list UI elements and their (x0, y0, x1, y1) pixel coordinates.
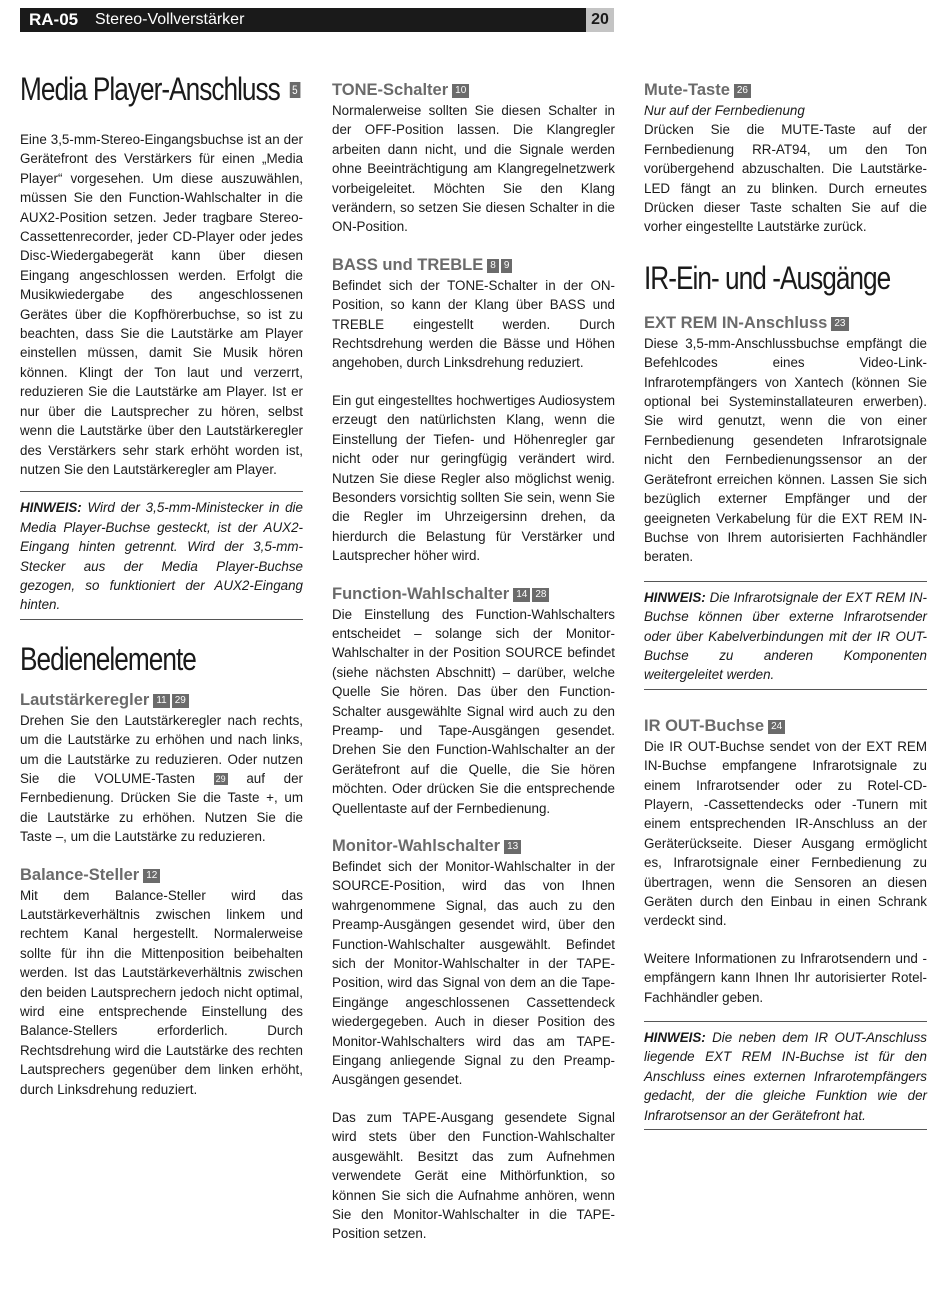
bal-title-text: Balance-Steller (20, 865, 140, 884)
ref-tag: 9 (501, 259, 513, 273)
section-title-media (20, 70, 298, 108)
note-text: Die Infrarotsignale der EXT REM IN-Buchse können über externe Infrarotsender oder über Kabelverbindungen mit der IR OUT-Buchse zu anderen Komponenten weitergeleitet werden. (644, 589, 927, 683)
ref-tag: 24 (768, 720, 785, 734)
page-header (20, 8, 614, 32)
balance-paragraph: Mit dem Balance-Steller wird das Lautstärkeverhältnis zwischen linkem und rechtem Kanal hergestellt. Normalerweise sollte für ihn die Mittenposition beibehalten werden. Ist das Lautstärkeverhältnis zwischen den beiden Lautsprechern jedoch nicht optimal, wird eine entsprechende Einstellung des Balance-Stellers erforderlich. Durch Rechtsdrehung wird die Lautstärke des rechten Lautsprechers gegenüber dem linken erhöht, durch Linksdrehung reduziert. (20, 887, 303, 1097)
section-title-ir: IR-Ein- und -Ausgänge (644, 259, 891, 296)
column-3 (644, 60, 927, 1130)
ext-title-text: EXT REM IN-Anschluss (644, 313, 828, 332)
tone-paragraph: Normalerweise sollten Sie diesen Schalter in der OFF-Position lassen. Die Klangregler arbeiten dann nicht, und die Signale werden ohne Beeinträchtigung am Klangregelnetzwerk vorbeigeleitet. Möchten Sie den Klang verändern, so setzen Sie diesen Schalter in die ON-Position. (332, 103, 615, 235)
note-text: Die neben dem IR OUT-Anschluss liegende EXT REM IN-Buchse ist für den Anschluss eines externen Infrarotempfängers gedacht, der die gleiche Funktion wie der Infrarotsensor an der Gerätefront hat. (644, 1030, 927, 1123)
ir-out-paragraph-2: Weitere Informationen zu Infrarotsendern und -empfängern kann Ihnen Ihr autorisierter Rotel-Fachhändler geben. (644, 950, 927, 1005)
subhead-ir-out (644, 716, 927, 737)
media-paragraph: Eine 3,5-mm-Stereo-Eingangsbuchse ist an der Gerätefront des Verstärkers für einen „Media Player“ vorgesehen. Um diese auszuwählen, müssen Sie den Function-Wahlschalter in die AUX2-Position setzen. Jeder tragbare Stereo-Cassettenrecorder, jeder CD-Player oder jedes Disc-Wiedergabegerät kann über diesen Eingang angeschlossen werden. Erfolgt die Musikwiedergabe des angeschlossenen Gerätes über die Kopfhörerbuchse, so ist zu beachten, dass Sie die Lautstärke am Player einstellen müssen, damit Sie Musik hören können. Klingt der Ton laut und verzerrt, reduzieren Sie die Lautstärke am Player. Ist er nur über die Lautsprecher zu hören, selbst wenn die Lautstärke über den Lautstärkeregler des Verstärkers sehr stark erhöht worden ist, nutzen Sie den Lautstärkeregler am Player. (20, 132, 303, 477)
ref-tag: 23 (831, 317, 848, 331)
mute-subtitle: Nur auf der Fernbedienung (644, 103, 805, 118)
bass-title-text: BASS und TREBLE (332, 255, 484, 274)
note-label: HINWEIS: (20, 500, 82, 516)
subhead-balance (20, 865, 303, 886)
ir-out-paragraph: Die IR OUT-Buchse sendet von der EXT REM IN-Buchse empfangene Infrarotsignale zu einem Infrarotsender oder zu Rotel-CD-Playern, -Cassettendecks oder -Tunern mit einem entsprechenden IR-Anschluss an der Geräterückseite. Dieser Ausgang ermöglicht es, Infrarotsignale einer Fernbedienung zu übertragen, wenn die Sensoren an diesen Geräten durch den Einbau in einen Schrank verdeckt sind. (644, 738, 927, 929)
subhead-mute (644, 80, 927, 101)
laut-text-a: Drehen Sie den Lautstärkeregler nach rechts, um die Lautstärke zu erhöhen und nach links, um die Lautstärke zu reduzieren. Oder nutzen Sie die VOLUME-Tasten (20, 712, 303, 786)
monitor-paragraph: Befindet sich der Monitor-Wahlschalter in der SOURCE-Position, wird das von Ihnen wahrgenommene Signal, das auch zu den Preamp-Ausgängen gesendet wird, über den Function-Wahlschalter ausgewählt. Befindet sich der Monitor-Wahlschalter in der TAPE-Position, wird das Signal von dem an die Tape-Eingänge angeschlossenen Cassettendeck wiedergegeben. Auch in dieser Position des Monitor-Wahlschalters wird das am TAPE-Eingang anliegende Signal zu den Preamp-Ausgängen gesendet. (332, 859, 615, 1088)
bass-paragraph-2: Ein gut eingestelltes hochwertiges Audiosystem erzeugt den natürlichsten Klang, wenn die Einstellung der Tiefen- und Höhenregler gar nicht oder nur geringfügig verändert wird. Nutzen Sie diese Regler also möglichst wenig. Besonders vorsichtig sollten Sie sein, wenn Sie die Regler im Uhrzeigersinn drehen, da hierdurch die Belastung für Verstärker und Lautsprecher höher wird. (332, 392, 615, 564)
subhead-monitor (332, 836, 615, 857)
ref-tag: 26 (734, 84, 751, 98)
column-1 (20, 60, 303, 1099)
laut-text-b: auf der Fernbedienung. Drücken Sie die Taste +, um die Lautstärke zu erhöhen. Nutzen Sie die Taste –, um die Lautstärke zu reduzieren. (20, 770, 303, 845)
subhead-bass-treble (332, 255, 615, 276)
ref-tag: 29 (215, 773, 226, 784)
page-number: 20 (586, 8, 614, 32)
ext-rem-paragraph: Diese 3,5-mm-Anschlussbuchse empfängt die Befehlcodes eines Video-Link-Infrarotempfängers von Xantech (können Sie optional bei Systeminstallateuren erwerben). Sie wird genutzt, wenn die von einer Fernbedienung gesendeten Infrarotsignale nicht den Fernbedienungssensor an der Gerätefront erreichen können. Lassen Sie sich bezüglich externer Empfänger und der geeigneten Verkabelung für die EXT REM IN-Buchse von Ihrem autorisierten Fachhändler beraten. (644, 335, 927, 565)
note-box (644, 1021, 927, 1130)
laut-title-text: Lautstärkeregler (20, 690, 150, 709)
note-box (20, 491, 303, 619)
subhead-function (332, 584, 615, 605)
bass-paragraph: Befindet sich der TONE-Schalter in der ON-Position, so kann der Klang über BASS und TREBLE eingestellt werden. Durch Rechtsdrehung werden die Bässe und Höhen angehoben, durch Linksdrehung reduziert. (332, 277, 615, 371)
ref-tag: 12 (143, 869, 160, 883)
subhead-ext-rem (644, 313, 927, 334)
func-title-text: Function-Wahlschalter (332, 584, 510, 603)
subhead-tone (332, 80, 615, 101)
ref-tag: 5 (290, 82, 300, 98)
mute-title-text: Mute-Taste (644, 81, 730, 99)
monitor-paragraph-2: Das zum TAPE-Ausgang gesendete Signal wird stets über den Function-Wahlschalter ausgewählt. Besitzt das zum Aufnehmen verwendete Gerät eine Mithörfunktion, so können Sie sich die Aufnahme anhören, wenn Sie den Monitor-Wahlschalter in die TAPE-Position setzen. (332, 1109, 615, 1242)
tone-title-text: TONE-Schalter (332, 81, 449, 99)
header-subtitle: Stereo-Vollverstärker (95, 11, 245, 28)
ref-tag: 14 (513, 588, 530, 602)
ref-tag: 8 (487, 259, 499, 273)
function-paragraph: Die Einstellung des Function-Wahlschalters entscheidet – solange sich der Monitor-Wahlschalter in der Position SOURCE befindet (siehe nächsten Abschnitt) – darüber, welche Quelle Sie hören. Das über den Function-Schalter ausgewählte Signal wird auch zu den Preamp- und Tape-Ausgängen gesendet. Drehen Sie den Function-Wahlschalter an der Gerätefront auf die Quelle, die Sie hören möchten. Oder drücken Sie die entsprechende Quellentaste auf der Fernbedienung. (332, 606, 615, 816)
mute-paragraph: Drücken Sie die MUTE-Taste auf der Fernbedienung RR-AT94, um den Ton vorübergehend abzuschalten. Die Lautstärke-LED fängt an zu blinken. Durch erneutes Drücken dieser Taste schalten Sie auf die vorher eingestellte Lautstärke zurück. (644, 122, 927, 235)
media-title-text: Media Player-Anschluss (20, 71, 280, 107)
model-name: RA-05 (29, 10, 79, 29)
subhead-lautstaerke (20, 690, 303, 711)
note-label: HINWEIS: (644, 589, 706, 605)
mon-title-text: Monitor-Wahlschalter (332, 837, 501, 855)
irout-title-text: IR OUT-Buchse (644, 716, 765, 735)
ref-tag: 11 (153, 694, 169, 708)
ref-tag: 13 (504, 840, 521, 854)
note-text: Wird der 3,5-mm-Ministecker in die Media Player-Buchse gesteckt, ist der AUX2-Eingang hinten getrennt. Wird der 3,5-mm-Stecker aus der Media Player-Buchse gezogen, so funktioniert der AUX2-Eingang hinten. (20, 500, 303, 613)
ref-tag: 29 (172, 694, 189, 708)
note-box (644, 581, 927, 690)
ref-tag: 28 (532, 588, 549, 602)
note-label: HINWEIS: (644, 1030, 706, 1046)
column-2 (332, 60, 615, 1244)
section-title-bedien: Bedienelemente (20, 640, 196, 677)
ref-tag: 10 (452, 84, 469, 98)
laut-paragraph (20, 711, 303, 847)
